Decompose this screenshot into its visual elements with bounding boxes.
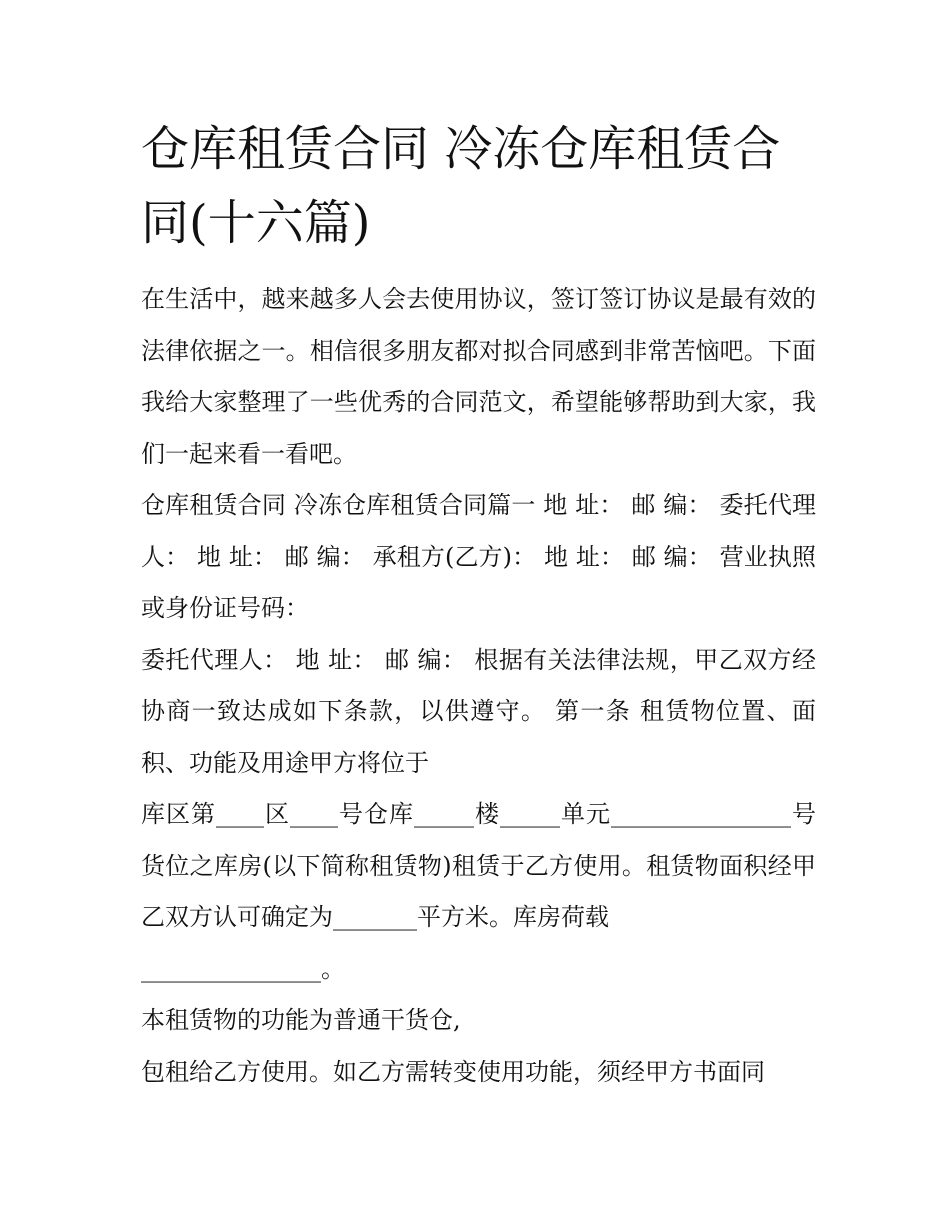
paragraph-function: 本租赁物的功能为普通干货仓, [141, 1006, 461, 1034]
document-title: 仓库租赁合同 冷冻仓库租赁合同(十六篇) [141, 121, 781, 251]
paragraph-location: 库区第____区____号仓库_____楼_____单元_______________号货位之库房(以下简称租赁物)租赁于乙方使用。租赁物面积经甲乙双方认可确定为_______平方米。库房荷载 [141, 800, 816, 931]
paragraph-parties: 仓库租赁合同 冷冻仓库租赁合同篇一 地 址： 邮 编： 委托代理人： 地 址： 邮 编： 承租方(乙方)： 地 址： 邮 编： 营业执照或身份证号码： [141, 491, 816, 622]
paragraph-usage: 包租给乙方使用。如乙方需转变使用功能，须经甲方书面同 [141, 1057, 765, 1086]
paragraph-intro: 在生活中，越来越多人会去使用协议，签订签订协议是最有效的法律依据之一。相信很多朋友都对拟合同感到非常苦恼吧。下面我给大家整理了一些优秀的合同范文，希望能够帮助到大家，我们一起来看一看吧。 [141, 285, 816, 468]
paragraph-load-blank: _______________。 [141, 954, 345, 983]
document-page [141, 112, 816, 1098]
paragraph-agent: 委托代理人： 地 址： 邮 编： 根据有关法律法规，甲乙双方经协商一致达成如下条款，以供遵守。 第一条 租赁物位置、面积、功能及用途甲方将位于 [141, 645, 816, 777]
